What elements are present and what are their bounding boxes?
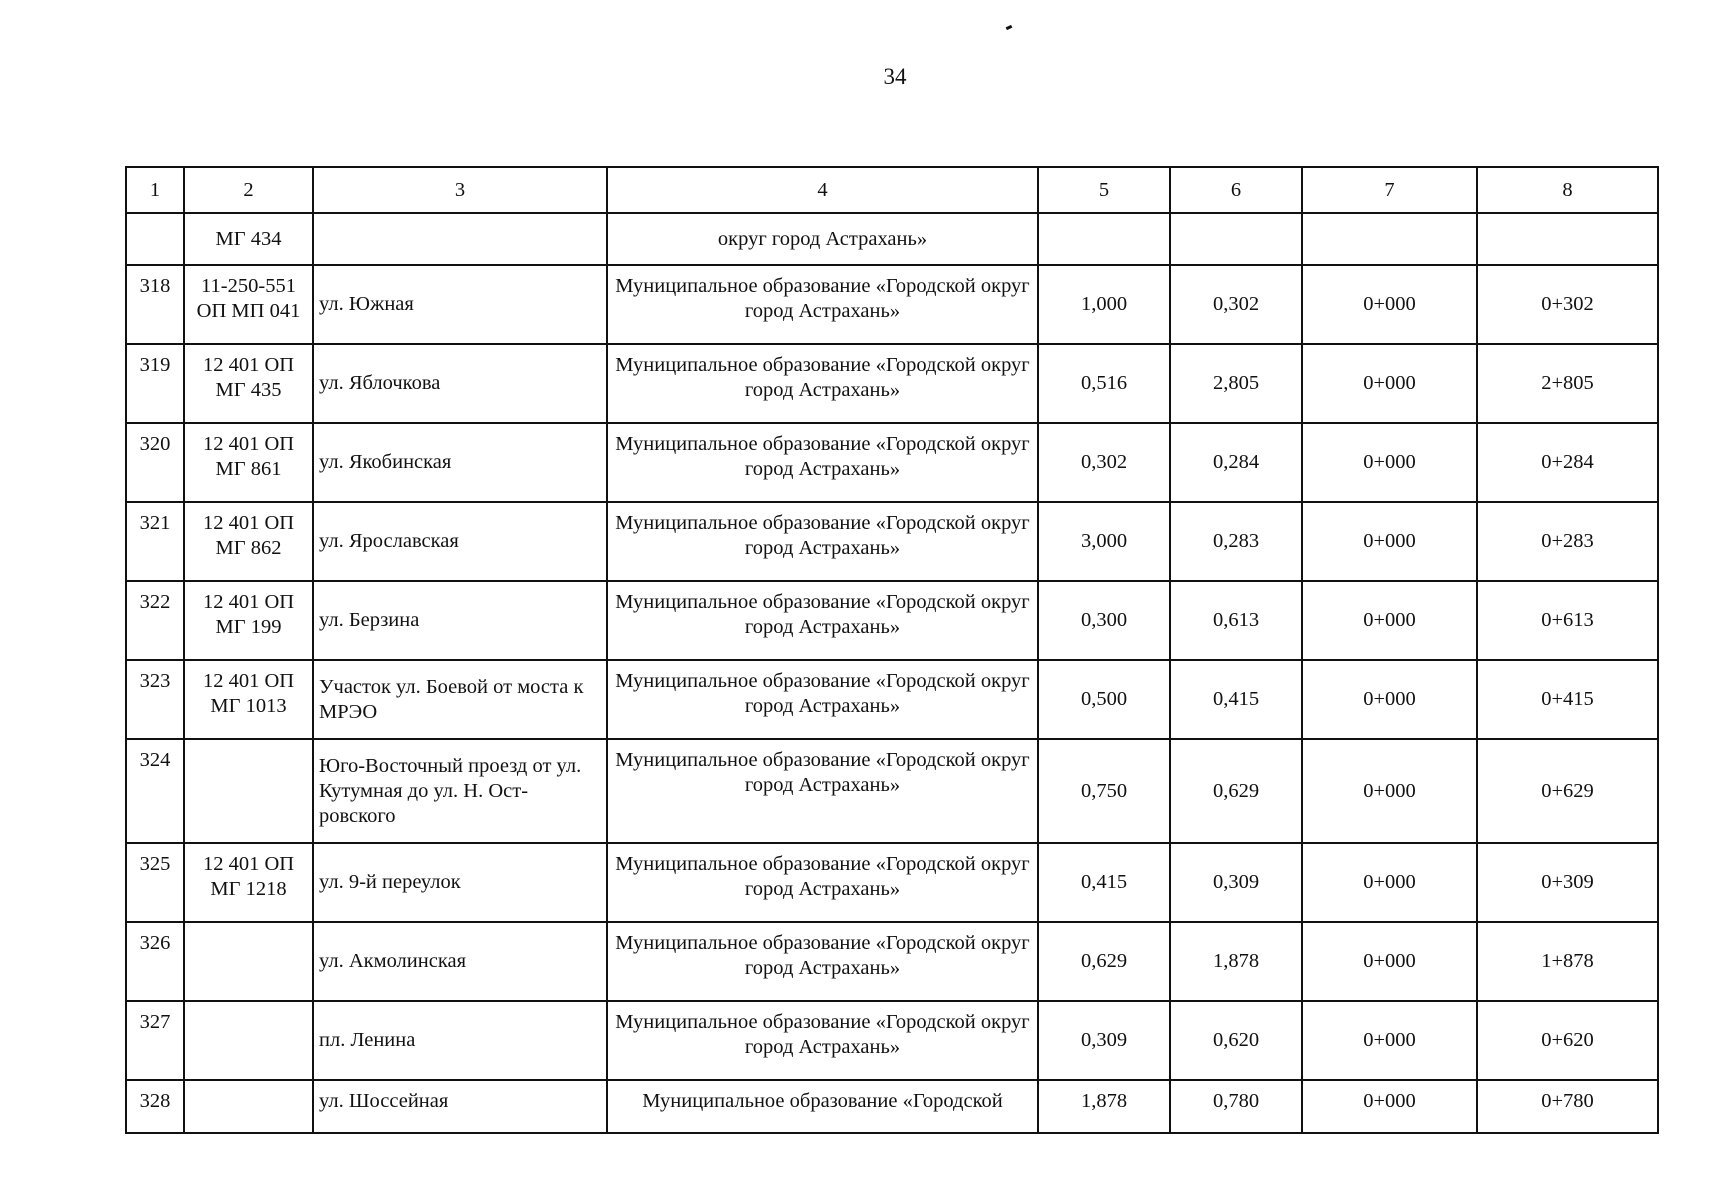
road-name-cell: ул. Якобинская xyxy=(313,423,607,502)
row-number-cell: 328 xyxy=(126,1080,184,1133)
road-name-cell: Юго-Восточный проезд от ул. Кутумная до ул. Н. Ост-ровского xyxy=(313,739,607,843)
owner-cell: Муниципальное образование «Городской округ город Астрахань» xyxy=(607,502,1038,581)
header-row xyxy=(126,167,1658,213)
value-cell-5: 0,516 xyxy=(1038,344,1170,423)
value-cell-5: 1,878 xyxy=(1038,1080,1170,1133)
value-cell-6: 2,805 xyxy=(1170,344,1302,423)
scan-mark xyxy=(1006,25,1013,30)
value-cell-6: 0,613 xyxy=(1170,581,1302,660)
value-cell-5 xyxy=(1038,213,1170,265)
value-cell-7: 0+000 xyxy=(1302,344,1477,423)
owner-cell: Муниципальное образование «Городской округ город Астрахань» xyxy=(607,344,1038,423)
road-code-cell: 12 401 ОП МГ 435 xyxy=(184,344,313,423)
value-cell-8: 1+878 xyxy=(1477,922,1658,1001)
value-cell-8: 0+283 xyxy=(1477,502,1658,581)
column-header: 2 xyxy=(184,167,313,213)
value-cell-7: 0+000 xyxy=(1302,423,1477,502)
table-row xyxy=(126,581,1658,660)
value-cell-7: 0+000 xyxy=(1302,1080,1477,1133)
road-code-cell: 12 401 ОП МГ 199 xyxy=(184,581,313,660)
road-name-cell: ул. Акмолинская xyxy=(313,922,607,1001)
table-row xyxy=(126,423,1658,502)
row-number-cell: 326 xyxy=(126,922,184,1001)
owner-cell: Муниципальное образование «Городской округ город Астрахань» xyxy=(607,739,1038,843)
value-cell-5: 0,302 xyxy=(1038,423,1170,502)
row-number-cell: 324 xyxy=(126,739,184,843)
table-row xyxy=(126,344,1658,423)
value-cell-8: 2+805 xyxy=(1477,344,1658,423)
row-number-cell: 323 xyxy=(126,660,184,739)
value-cell-7: 0+000 xyxy=(1302,1001,1477,1080)
row-number-cell: 319 xyxy=(126,344,184,423)
value-cell-6: 0,620 xyxy=(1170,1001,1302,1080)
road-name-cell: пл. Ленина xyxy=(313,1001,607,1080)
value-cell-6: 0,415 xyxy=(1170,660,1302,739)
row-number-cell: 322 xyxy=(126,581,184,660)
road-name-cell: ул. Берзина xyxy=(313,581,607,660)
column-header: 6 xyxy=(1170,167,1302,213)
row-number-cell: 327 xyxy=(126,1001,184,1080)
row-number-cell xyxy=(126,213,184,265)
column-header: 4 xyxy=(607,167,1038,213)
value-cell-7: 0+000 xyxy=(1302,739,1477,843)
road-name-cell: ул. Южная xyxy=(313,265,607,344)
owner-cell: Муниципальное образование «Городской xyxy=(607,1080,1038,1133)
value-cell-8: 0+302 xyxy=(1477,265,1658,344)
row-number-cell: 320 xyxy=(126,423,184,502)
road-name-cell: Участок ул. Боевой от моста к МРЭО xyxy=(313,660,607,739)
value-cell-8: 0+629 xyxy=(1477,739,1658,843)
road-code-cell xyxy=(184,739,313,843)
value-cell-7: 0+000 xyxy=(1302,843,1477,922)
roads-table xyxy=(125,166,1659,1134)
value-cell-5: 0,629 xyxy=(1038,922,1170,1001)
road-code-cell: 11-250-551 ОП МП 041 xyxy=(184,265,313,344)
table-row xyxy=(126,843,1658,922)
owner-cell: Муниципальное образование «Городской округ город Астрахань» xyxy=(607,660,1038,739)
value-cell-8 xyxy=(1477,213,1658,265)
value-cell-7: 0+000 xyxy=(1302,502,1477,581)
road-name-cell: ул. Ярославская xyxy=(313,502,607,581)
row-number-cell: 321 xyxy=(126,502,184,581)
value-cell-6 xyxy=(1170,213,1302,265)
table-row xyxy=(126,265,1658,344)
road-code-cell: МГ 434 xyxy=(184,213,313,265)
column-header: 5 xyxy=(1038,167,1170,213)
value-cell-8: 0+415 xyxy=(1477,660,1658,739)
value-cell-5: 0,500 xyxy=(1038,660,1170,739)
value-cell-6: 1,878 xyxy=(1170,922,1302,1001)
value-cell-7: 0+000 xyxy=(1302,581,1477,660)
table-row xyxy=(126,1080,1658,1133)
value-cell-8: 0+613 xyxy=(1477,581,1658,660)
road-code-cell xyxy=(184,1001,313,1080)
value-cell-6: 0,284 xyxy=(1170,423,1302,502)
value-cell-6: 0,780 xyxy=(1170,1080,1302,1133)
owner-cell: Муниципальное образование «Городской округ город Астрахань» xyxy=(607,423,1038,502)
table-row xyxy=(126,922,1658,1001)
value-cell-8: 0+620 xyxy=(1477,1001,1658,1080)
road-code-cell xyxy=(184,922,313,1001)
road-name-cell: ул. Шоссейная xyxy=(313,1080,607,1133)
owner-cell: Муниципальное образование «Городской округ город Астрахань» xyxy=(607,581,1038,660)
value-cell-5: 0,750 xyxy=(1038,739,1170,843)
road-code-cell xyxy=(184,1080,313,1133)
column-header: 7 xyxy=(1302,167,1477,213)
value-cell-6: 0,309 xyxy=(1170,843,1302,922)
owner-cell: Муниципальное образование «Городской округ город Астрахань» xyxy=(607,843,1038,922)
table-row xyxy=(126,660,1658,739)
owner-cell: округ город Астрахань» xyxy=(607,213,1038,265)
road-code-cell: 12 401 ОП МГ 1013 xyxy=(184,660,313,739)
page-number: 34 xyxy=(883,64,907,89)
value-cell-5: 0,300 xyxy=(1038,581,1170,660)
road-code-cell: 12 401 ОП МГ 1218 xyxy=(184,843,313,922)
value-cell-7: 0+000 xyxy=(1302,922,1477,1001)
value-cell-6: 0,629 xyxy=(1170,739,1302,843)
value-cell-6: 0,302 xyxy=(1170,265,1302,344)
value-cell-5: 0,415 xyxy=(1038,843,1170,922)
value-cell-7: 0+000 xyxy=(1302,265,1477,344)
column-header: 8 xyxy=(1477,167,1658,213)
table-row xyxy=(126,1001,1658,1080)
value-cell-7 xyxy=(1302,213,1477,265)
owner-cell: Муниципальное образование «Городской округ город Астрахань» xyxy=(607,265,1038,344)
value-cell-5: 1,000 xyxy=(1038,265,1170,344)
owner-cell: Муниципальное образование «Городской округ город Астрахань» xyxy=(607,1001,1038,1080)
value-cell-8: 0+780 xyxy=(1477,1080,1658,1133)
row-number-cell: 325 xyxy=(126,843,184,922)
value-cell-5: 3,000 xyxy=(1038,502,1170,581)
road-name-cell: ул. Яблочкова xyxy=(313,344,607,423)
value-cell-5: 0,309 xyxy=(1038,1001,1170,1080)
continuation-row xyxy=(126,213,1658,265)
road-code-cell: 12 401 ОП МГ 861 xyxy=(184,423,313,502)
value-cell-8: 0+284 xyxy=(1477,423,1658,502)
owner-cell: Муниципальное образование «Городской округ город Астрахань» xyxy=(607,922,1038,1001)
table-row xyxy=(126,739,1658,843)
column-header: 3 xyxy=(313,167,607,213)
column-header: 1 xyxy=(126,167,184,213)
value-cell-7: 0+000 xyxy=(1302,660,1477,739)
table-row xyxy=(126,502,1658,581)
road-code-cell: 12 401 ОП МГ 862 xyxy=(184,502,313,581)
road-name-cell xyxy=(313,213,607,265)
row-number-cell: 318 xyxy=(126,265,184,344)
value-cell-6: 0,283 xyxy=(1170,502,1302,581)
value-cell-8: 0+309 xyxy=(1477,843,1658,922)
road-name-cell: ул. 9-й переулок xyxy=(313,843,607,922)
